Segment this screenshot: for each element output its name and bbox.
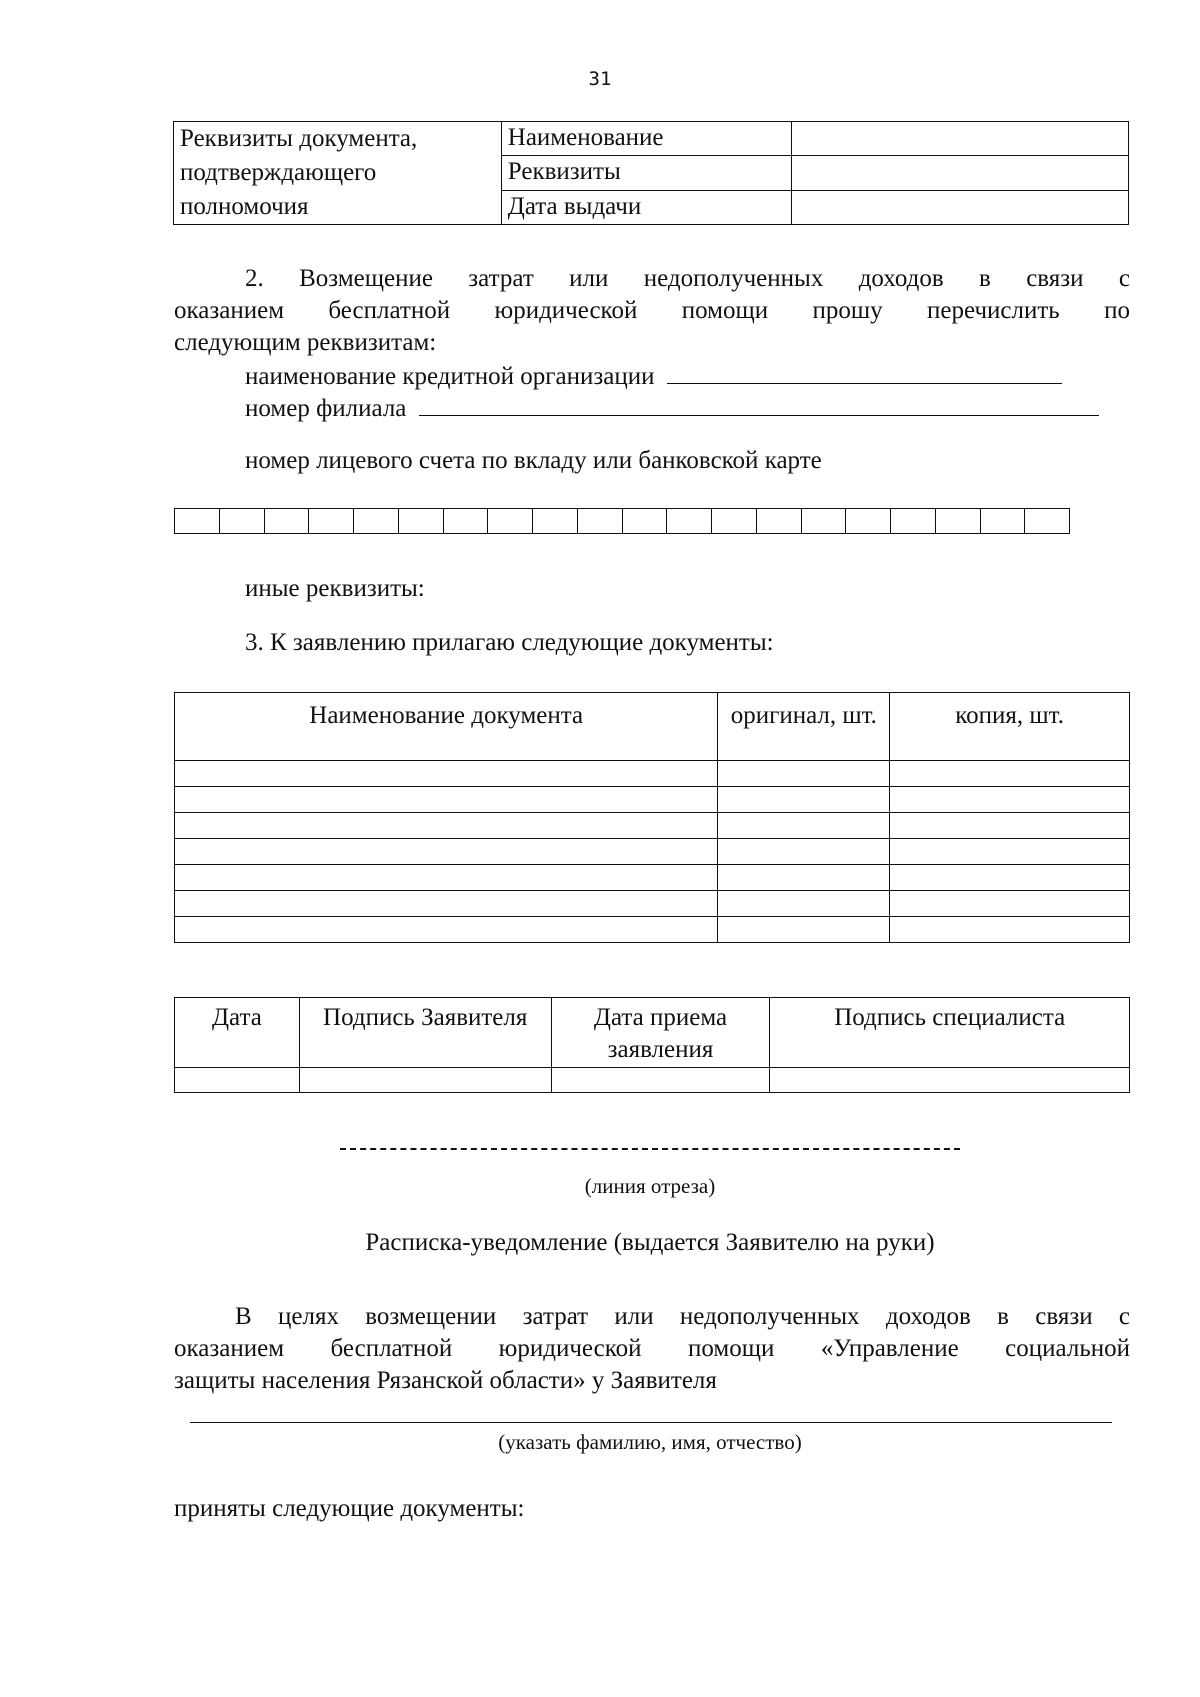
account-digit-box[interactable] (443, 509, 488, 534)
authority-row-name: Наименование (501, 122, 791, 156)
other-requisites-label: иные реквизиты: (245, 575, 425, 602)
header-specialist-signature: Подпись специалиста (770, 998, 1130, 1068)
doc-name-cell[interactable] (175, 917, 718, 943)
authority-label: Реквизиты документа, подтверждающего полномочия (174, 122, 502, 225)
fio-hint: (указать фамилию, имя, отчество) (498, 1430, 802, 1454)
account-digit-box[interactable] (1025, 509, 1070, 534)
section3-text: 3. К заявлению прилагаю следующие документы: (245, 629, 774, 656)
account-digit-box[interactable] (667, 509, 712, 534)
account-digit-box[interactable] (935, 509, 980, 534)
account-digit-box[interactable] (219, 509, 264, 534)
branch-row (245, 392, 1130, 426)
receipt-line1: В целях возмещении затрат или недополученных доходов в связи с (235, 1303, 1130, 1330)
doc-copy-cell[interactable] (890, 839, 1130, 865)
authority-row-requisites: Реквизиты (501, 156, 791, 190)
doc-copy-cell[interactable] (890, 761, 1130, 787)
acceptance-date-cell[interactable] (551, 1068, 770, 1093)
section2-line3: следующим реквизитам: (174, 329, 437, 356)
table-row (175, 917, 1130, 943)
specialist-signature-cell[interactable] (770, 1068, 1130, 1093)
branch-field[interactable] (419, 414, 1099, 416)
section2-line2: оказанием бесплатной юридической помощи прошу перечислить по (174, 297, 1130, 324)
doc-original-cell[interactable] (718, 787, 890, 813)
accepted-documents-label: приняты следующие документы: (174, 1495, 525, 1522)
authority-value-name[interactable] (791, 122, 1128, 156)
account-label: номер лицевого счета по вкладу или банковской карте (245, 447, 822, 474)
table-row (175, 839, 1130, 865)
attached-documents-table (174, 692, 1130, 943)
doc-name-cell[interactable] (175, 761, 718, 787)
branch-label: номер филиала (245, 395, 407, 422)
account-digit-box[interactable] (622, 509, 667, 534)
account-digit-box[interactable] (175, 509, 220, 534)
bank-name-field[interactable] (667, 382, 1062, 384)
section2-line1: 2. Возмещение затрат или недополученных доходов в связи с (245, 265, 1130, 292)
authority-row-date: Дата выдачи (501, 190, 791, 224)
doc-copy-cell[interactable] (890, 891, 1130, 917)
table-row (175, 865, 1130, 891)
doc-original-cell[interactable] (718, 761, 890, 787)
receipt-line3: защиты населения Рязанской области» у Заявителя (174, 1367, 717, 1394)
table-row (175, 813, 1130, 839)
applicant-signature-cell[interactable] (299, 1068, 551, 1093)
header-date: Дата (175, 998, 300, 1068)
bank-name-row (245, 360, 1130, 394)
doc-name-cell[interactable] (175, 787, 718, 813)
account-digit-box[interactable] (891, 509, 936, 534)
doc-name-cell[interactable] (175, 865, 718, 891)
doc-original-cell[interactable] (718, 865, 890, 891)
header-document-name: Наименование документа (175, 693, 718, 761)
header-applicant-signature: Подпись Заявителя (299, 998, 551, 1068)
doc-name-cell[interactable] (175, 813, 718, 839)
cut-line (340, 1148, 960, 1150)
fio-field[interactable] (190, 1422, 1112, 1423)
doc-copy-cell[interactable] (890, 813, 1130, 839)
cut-line-label: (линия отреза) (584, 1174, 716, 1198)
signature-table (174, 997, 1130, 1093)
authority-value-requisites[interactable] (791, 156, 1128, 190)
receipt-title: Расписка-уведомление (выдается Заявителю на руки) (365, 1229, 935, 1256)
account-digit-box[interactable] (398, 509, 443, 534)
account-digit-box[interactable] (756, 509, 801, 534)
account-digit-box[interactable] (533, 509, 578, 534)
receipt-line2: оказанием бесплатной юридической помощи «Управление социальной (174, 1335, 1130, 1362)
page-number: 31 (588, 68, 612, 90)
account-digit-box[interactable] (264, 509, 309, 534)
bank-name-label: наименование кредитной организации (245, 363, 655, 390)
doc-original-cell[interactable] (718, 839, 890, 865)
header-original: оригинал, шт. (718, 693, 890, 761)
table-row (175, 787, 1130, 813)
doc-name-cell[interactable] (175, 839, 718, 865)
table-row (175, 1068, 1130, 1093)
doc-original-cell[interactable] (718, 891, 890, 917)
doc-name-cell[interactable] (175, 891, 718, 917)
account-digit-box[interactable] (712, 509, 757, 534)
table-row (175, 761, 1130, 787)
doc-copy-cell[interactable] (890, 917, 1130, 943)
account-digit-box[interactable] (354, 509, 399, 534)
account-number-boxes (174, 508, 1070, 534)
doc-copy-cell[interactable] (890, 787, 1130, 813)
doc-original-cell[interactable] (718, 813, 890, 839)
account-digit-box[interactable] (488, 509, 533, 534)
date-cell[interactable] (175, 1068, 300, 1093)
doc-original-cell[interactable] (718, 917, 890, 943)
account-digit-box[interactable] (309, 509, 354, 534)
header-acceptance-date: Дата приема заявления (551, 998, 770, 1068)
account-digit-box[interactable] (980, 509, 1025, 534)
header-copy: копия, шт. (890, 693, 1130, 761)
doc-copy-cell[interactable] (890, 865, 1130, 891)
authority-document-table (173, 121, 1129, 225)
account-digit-box[interactable] (801, 509, 846, 534)
account-digit-box[interactable] (577, 509, 622, 534)
table-row (175, 891, 1130, 917)
account-digit-box[interactable] (846, 509, 891, 534)
authority-value-date[interactable] (791, 190, 1128, 224)
